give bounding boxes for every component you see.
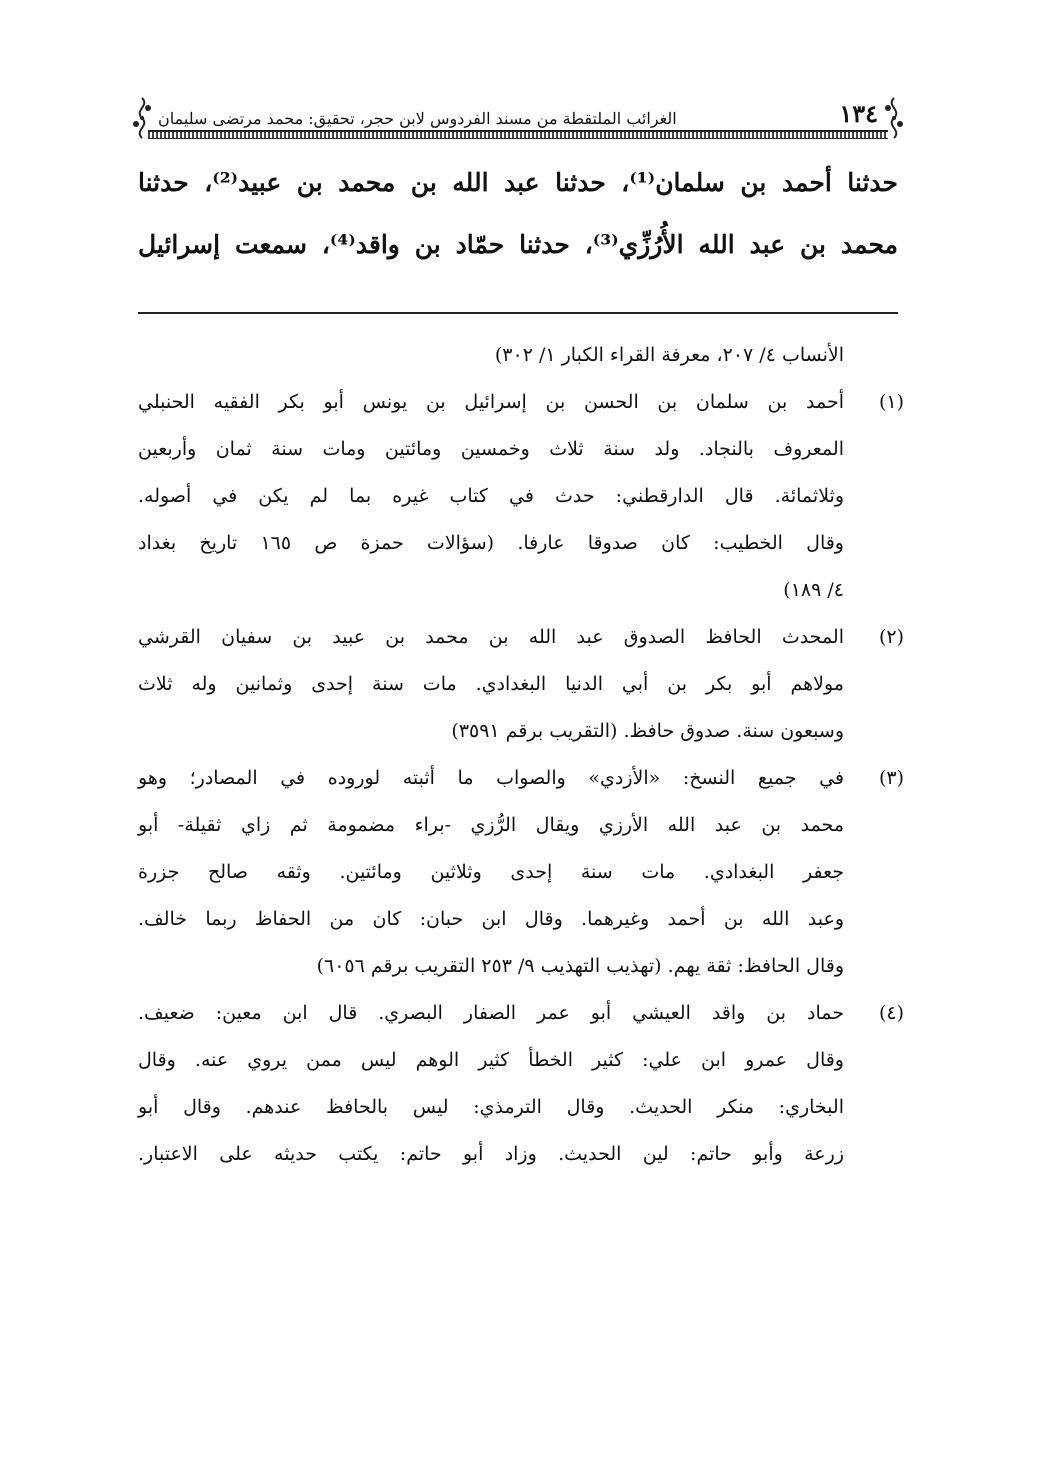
footnote-number: (٤) xyxy=(878,1002,904,1024)
footnote-line: محمد بن عبد الله الأرزي ويقال الرُّزي -براء مضمومة ثم زاي ثقيلة- أبو xyxy=(138,814,844,836)
footnote-1 xyxy=(138,379,904,614)
page-number: ١٣٤ xyxy=(839,99,878,128)
floral-ornament-icon xyxy=(128,96,156,140)
footnote-2 xyxy=(138,614,904,755)
main-text-line: محمد بن عبد الله الأُرُزِّي⁽³⁾، حدثنا حمّاد بن واقد⁽⁴⁾، سمعت إسرائيل xyxy=(138,230,898,259)
footnote-line: جعفر البغدادي. مات سنة إحدى وثلاثين ومائتين. وثقه صالح جزرة xyxy=(138,861,844,883)
footnote-line: زرعة وأبو حاتم: لين الحديث. وزاد أبو حاتم: يكتب حديثه على الاعتبار. xyxy=(138,1143,844,1165)
header-decorative-rule xyxy=(148,130,888,139)
footnote-3 xyxy=(138,755,904,990)
page-header xyxy=(128,96,908,144)
footnote-line: المحدث الحافظ الصدوق عبد الله بن محمد بن عبيد بن سفيان القرشي xyxy=(138,626,844,648)
footnote-text xyxy=(138,990,844,1178)
footnote-line: وعبد الله بن أحمد وغيرهما. وقال ابن حبان: كان من الحفاظ ربما خالف. xyxy=(138,908,844,930)
footnote-line: وقال الحافظ: ثقة يهم. (تهذيب التهذيب ٩/ ٢٥٣ التقريب برقم ٦٠٥٦) xyxy=(316,955,844,977)
footnote-line: وقال الخطيب: كان صدوقا عارفا. (سؤالات حمزة ص ١٦٥ تاريخ بغداد xyxy=(138,532,844,554)
footnote-line: مولاهم أبو بكر بن أبي الدنيا البغدادي. مات سنة إحدى وثمانين وله ثلاث xyxy=(138,673,844,695)
footnote-line: في جميع النسخ: «الأزدي» والصواب ما أثبته لوروده في المصادر؛ وهو xyxy=(138,767,844,789)
footnote-text xyxy=(138,614,844,755)
footnote-line: البخاري: منكر الحديث. وقال الترمذي: ليس بالحافظ عندهم. وقال أبو xyxy=(138,1096,844,1118)
main-text-line: حدثنا أحمد بن سلمان⁽¹⁾، حدثنا عبد الله بن محمد بن عبيد⁽²⁾، حدثنا xyxy=(138,168,898,197)
footnote-number: (٢) xyxy=(878,626,904,648)
footnote-continuation: الأنساب ٤/ ٢٠٧، معرفة القراء الكبار ١/ ٣٠٢) xyxy=(494,344,844,366)
footnote-4 xyxy=(138,990,904,1178)
main-text xyxy=(138,152,898,276)
running-title: الغرائب الملتقطة من مسند الفردوس لابن حجر، تحقيق: محمد مرتضى سليمان xyxy=(158,109,677,128)
footnote-line: حماد بن واقد العيشي أبو عمر الصفار البصري. قال ابن معين: ضعيف. xyxy=(138,1002,844,1024)
footnotes xyxy=(138,332,904,1178)
footnote-line: أحمد بن سلمان بن الحسن بن إسرائيل بن يونس أبو بكر الفقيه الحنبلي xyxy=(138,391,844,413)
footnote-line: المعروف بالنجاد. ولد سنة ثلاث وخمسين ومائتين ومات سنة ثمان وأربعين xyxy=(138,438,844,460)
footnote-line: وسبعون سنة. صدوق حافظ. (التقريب برقم ٣٥٩١) xyxy=(451,720,844,742)
header-row xyxy=(158,100,878,128)
footnote-line: وثلاثمائة. قال الدارقطني: حدث في كتاب غيره بما لم يكن في أصوله. xyxy=(138,485,845,507)
footnote-text xyxy=(138,755,844,990)
footnote-number: (٣) xyxy=(878,767,904,789)
footnote-line: ٤/ ١٨٩) xyxy=(783,579,844,601)
footnote-line: وقال عمرو ابن علي: كثير الخطأ كثير الوهم ليس ممن يروي عنه. وقال xyxy=(138,1049,844,1071)
footnote-text xyxy=(138,379,844,614)
footnote-number: (١) xyxy=(878,391,904,413)
footnote-separator xyxy=(138,312,898,314)
